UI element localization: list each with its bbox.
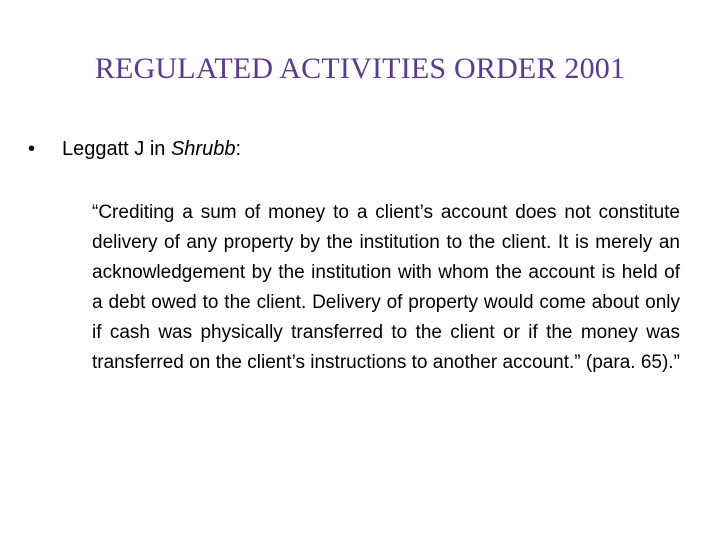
case-name: Shrubb <box>170 138 236 160</box>
bullet-icon: • <box>28 138 36 160</box>
bullet-item <box>28 138 241 161</box>
slide-title: REGULATED ACTIVITIES ORDER 2001 <box>94 52 626 85</box>
speaker-text: Leggatt J in <box>62 138 171 160</box>
bullet-suffix: : <box>235 138 242 160</box>
bullet-text <box>62 138 241 160</box>
quote-paragraph: “Crediting a sum of money to a client’s account does not constitute delivery of any property by the institution to the client. It is merely an acknowledgement by the institution with whom the account is held of a debt owed to the client. Delivery of property would come about only if cash was physically transferred to the client or if the money was transferred on the client’s instructions to another account.” (para. 65).” <box>92 202 680 373</box>
